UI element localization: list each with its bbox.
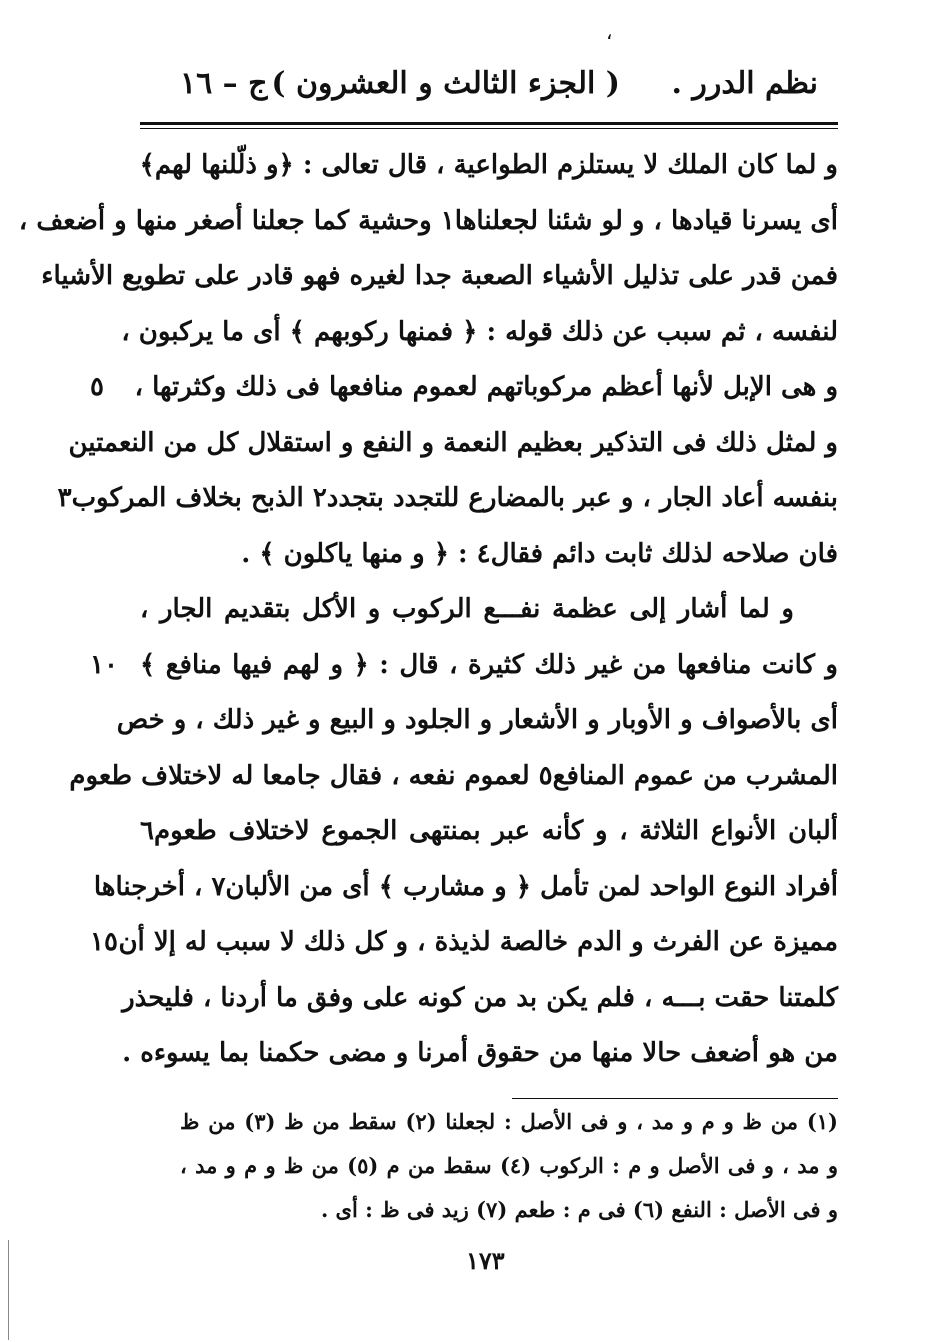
text-line-content: و كانت منافعها من غير ذلك كثيرة ، قال : ﴿ و لهم فيها منافع ﴾ [140, 649, 838, 680]
text-line [122, 971, 838, 1027]
text-line-content: ألبان الأنواع الثلاثة ، و كأنه عبر بمنتهى الجموع لاختلاف طعوم٦ [140, 816, 838, 846]
footnotes [180, 1100, 838, 1232]
footnote-rule [512, 1098, 838, 1099]
footnote-line: (١) من ظ و م و مد ، و فى الأصل : لجعلنا (٢) سقط من ظ (٣) من ظ [180, 1109, 838, 1134]
text-line-content: أى يسرنا قيادها ، و لو شئنا لجعلناها١ وحشية كما جعلنا أصغر منها و أضعف ، [18, 205, 838, 236]
text-line-content: المشرب من عموم المنافع٥ لعموم نفعه ، فقال جامعا له لاختلاف طعوم [69, 760, 838, 791]
text-line-content: و هى الإبل لأنها أعظم مركوباتهم لعموم منافعها فى ذلك وكثرتها ، [134, 372, 838, 402]
text-line [90, 915, 838, 971]
text-line [121, 305, 838, 361]
text-line [122, 1026, 838, 1082]
top-mark: ، [606, 20, 613, 44]
volume-page: ج – ١٦ [180, 66, 268, 101]
page-number: ١٧٣ [466, 1246, 505, 1275]
text-line [68, 416, 838, 472]
header-rule-thin [140, 128, 838, 129]
main-text [18, 138, 838, 1082]
text-line-content: مميزة عن الفرث و الدم خالصة لذيذة ، و كل ذلك لا سبب له إلا أن [118, 927, 838, 957]
text-line [140, 138, 838, 194]
text-line [90, 638, 838, 694]
text-line [18, 194, 838, 250]
text-line [140, 527, 838, 583]
text-line [57, 471, 838, 527]
line-number: ٥ [90, 372, 104, 402]
book-title: نظم الدرر . [671, 66, 818, 101]
text-line [93, 860, 838, 916]
text-line-content: كلمتنا حقت بـــه ، فلم يكن بد من كونه على وفق ما أردنا ، فليحذر [122, 982, 838, 1013]
text-line [69, 749, 838, 805]
text-line-content: أى بالأصواف و الأوبار و الأشعار و الجلود و البيع و غير ذلك ، و خص [116, 705, 838, 735]
footnote-line: و فى الأصل : النفع (٦) فى م : طعم (٧) زيد فى ظ : أى . [320, 1197, 838, 1222]
line-number: ١٥ [90, 927, 118, 957]
text-line [41, 249, 838, 305]
text-line-content: و لما كان الملك لا يستلزم الطواعية ، قال تعالى : ﴿و ذلّلنها لهم﴾ [139, 150, 838, 180]
text-line-content: من هو أضعف حالا منها من حقوق أمرنا و مضى حكمنا بما يسوءه . [122, 1038, 838, 1068]
text-line [140, 582, 838, 638]
line-number: ١٠ [90, 649, 118, 680]
footnote-line: و مد ، و فى الأصل و م : الركوب (٤) سقط من م (٥) من ظ و م و مد ، [180, 1153, 838, 1178]
header-rule-thick [140, 122, 838, 125]
text-line [116, 693, 838, 749]
text-line-content: فمن قدر على تذليل الأشياء الصعبة جدا لغيره فهو قادر على تطويع الأشياء [41, 261, 838, 291]
text-line [90, 360, 838, 416]
text-line-content: بنفسه أعاد الجار ، و عبر بالمضارع للتجدد بتجدد٢ الذبح بخلاف المركوب٣ [57, 483, 838, 513]
text-line-content: و لمثل ذلك فى التذكير بعظيم النعمة و النفع و استقلال كل من النعمتين [68, 427, 838, 458]
text-line [140, 804, 838, 860]
text-line-content: و لما أشار إلى عظمة نفـــع الركوب و الأكل بتقديم الجار ، [140, 594, 794, 624]
part-title: ( الجزء الثالث و العشرون ) [271, 66, 620, 101]
scan-edge [8, 1240, 9, 1340]
text-line-content: لنفسه ، ثم سبب عن ذلك قوله : ﴿ فمنها ركوبهم ﴾ أى ما يركبون ، [121, 316, 838, 347]
running-header [140, 66, 830, 110]
text-line-content: فان صلاحه لذلك ثابت دائم فقال٤ : ﴿ و منها ياكلون ﴾ . [241, 538, 838, 569]
text-line-content: أفراد النوع الواحد لمن تأمل ﴿ و مشارب ﴾ أى من الألبان٧ ، أخرجناها [93, 871, 838, 902]
